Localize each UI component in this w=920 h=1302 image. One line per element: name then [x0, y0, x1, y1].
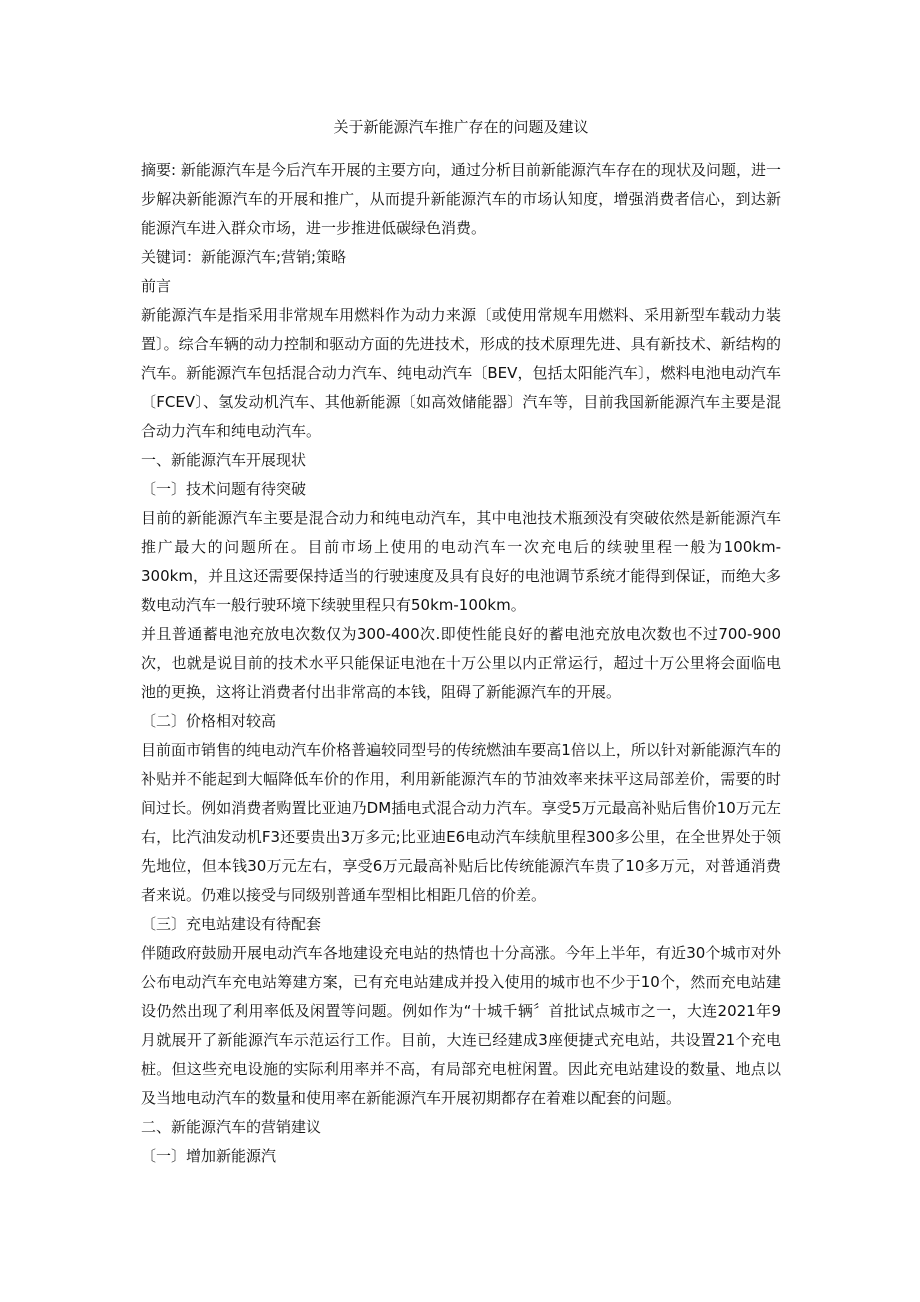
section-2-heading: 二、新能源汽车的营销建议 [141, 1118, 322, 1136]
section-1-sub-3-heading: 〔三〕充电站建设有待配套 [141, 915, 322, 933]
section-1-heading: 一、新能源汽车开展现状 [141, 451, 307, 469]
section-1-sub-1-paragraph-2: 并且普通蓄电池充放电次数仅为300-400次.即使性能良好的蓄电池充放电次数也不过700-900次，也就是说目前的技术水平只能保证电池在十万公里以内正常运行，超过十万公里将会面临电池的更换，这将让消费者付出非常高的本钱，阻碍了新能源汽车的开展。 [141, 625, 781, 701]
document-page [141, 112, 781, 1171]
abstract-paragraph: 摘要: 新能源汽车是今后汽车开展的主要方向，通过分析目前新能源汽车存在的现状及问题，进一步解决新能源汽车的开展和推广，从而提升新能源汽车的市场认知度，增强消费者信心，到达新能源汽车进入群众市场，进一步推进低碳绿色消费。 [141, 161, 781, 237]
section-2-sub-1-heading: 〔一〕增加新能源汽 [141, 1147, 277, 1165]
section-1-sub-2-heading: 〔二〕价格相对较高 [141, 712, 277, 730]
section-1-sub-1-heading: 〔一〕技术问题有待突破 [141, 480, 307, 498]
foreword-paragraph: 新能源汽车是指采用非常规车用燃料作为动力来源〔或使用常规车用燃料、采用新型车载动力装置〕。综合车辆的动力控制和驱动方面的先进技术，形成的技术原理先进、具有新技术、新结构的汽车。新能源汽车包括混合动力汽车、纯电动汽车〔BEV，包括太阳能汽车〕，燃料电池电动汽车〔FCEV〕、氢发动机汽车、其他新能源〔如高效储能器〕汽车等，目前我国新能源汽车主要是混合动力汽车和纯电动汽车。 [141, 306, 781, 440]
section-1-sub-3-paragraph: 伴随政府鼓励开展电动汽车各地建设充电站的热情也十分高涨。今年上半年，有近30个城市对外公布电动汽车充电站筹建方案，已有充电站建成并投入使用的城市也不少于10个，然而充电站建设仍然出现了利用率低及闲置等问题。例如作为“十城千辆〞首批试点城市之一，大连2021年9月就展开了新能源汽车示范运行工作。目前，大连已经建成3座便捷式充电站，共设置21个充电桩。但这些充电设施的实际利用率并不高，有局部充电桩闲置。因此充电站建设的数量、地点以及当地电动汽车的数量和使用率在新能源汽车开展初期都存在着难以配套的问题。 [141, 944, 781, 1107]
section-1-sub-2-paragraph: 目前面市销售的纯电动汽车价格普遍较同型号的传统燃油车要高1倍以上，所以针对新能源汽车的补贴并不能起到大幅降低车价的作用，利用新能源汽车的节油效率来抹平这局部差价，需要的时间过长。例如消费者购置比亚迪乃DM插电式混合动力汽车。享受5万元最高补贴后售价10万元左右，比汽油发动机F3还要贵出3万多元;比亚迪E6电动汽车续航里程300多公里，在全世界处于领先地位，但本钱30万元左右，享受6万元最高补贴后比传统能源汽车贵了10多万元，对普通消费者来说。仍难以接受与同级别普通车型相比相距几倍的价差。 [141, 741, 781, 904]
document-title: 关于新能源汽车推广存在的问题及建议 [333, 118, 589, 136]
keywords-line: 关键词：新能源汽车;营销;策略 [141, 248, 347, 266]
section-1-sub-1-paragraph-1: 目前的新能源汽车主要是混合动力和纯电动汽车，其中电池技术瓶颈没有突破依然是新能源汽车推广最大的问题所在。目前市场上使用的电动汽车一次充电后的续驶里程一般为100km-300km，并且这还需要保持适当的行驶速度及具有良好的电池调节系统才能得到保证，而绝大多数电动汽车一般行驶环境下续驶里程只有50km-100km。 [141, 509, 781, 614]
foreword-heading: 前言 [141, 277, 172, 295]
